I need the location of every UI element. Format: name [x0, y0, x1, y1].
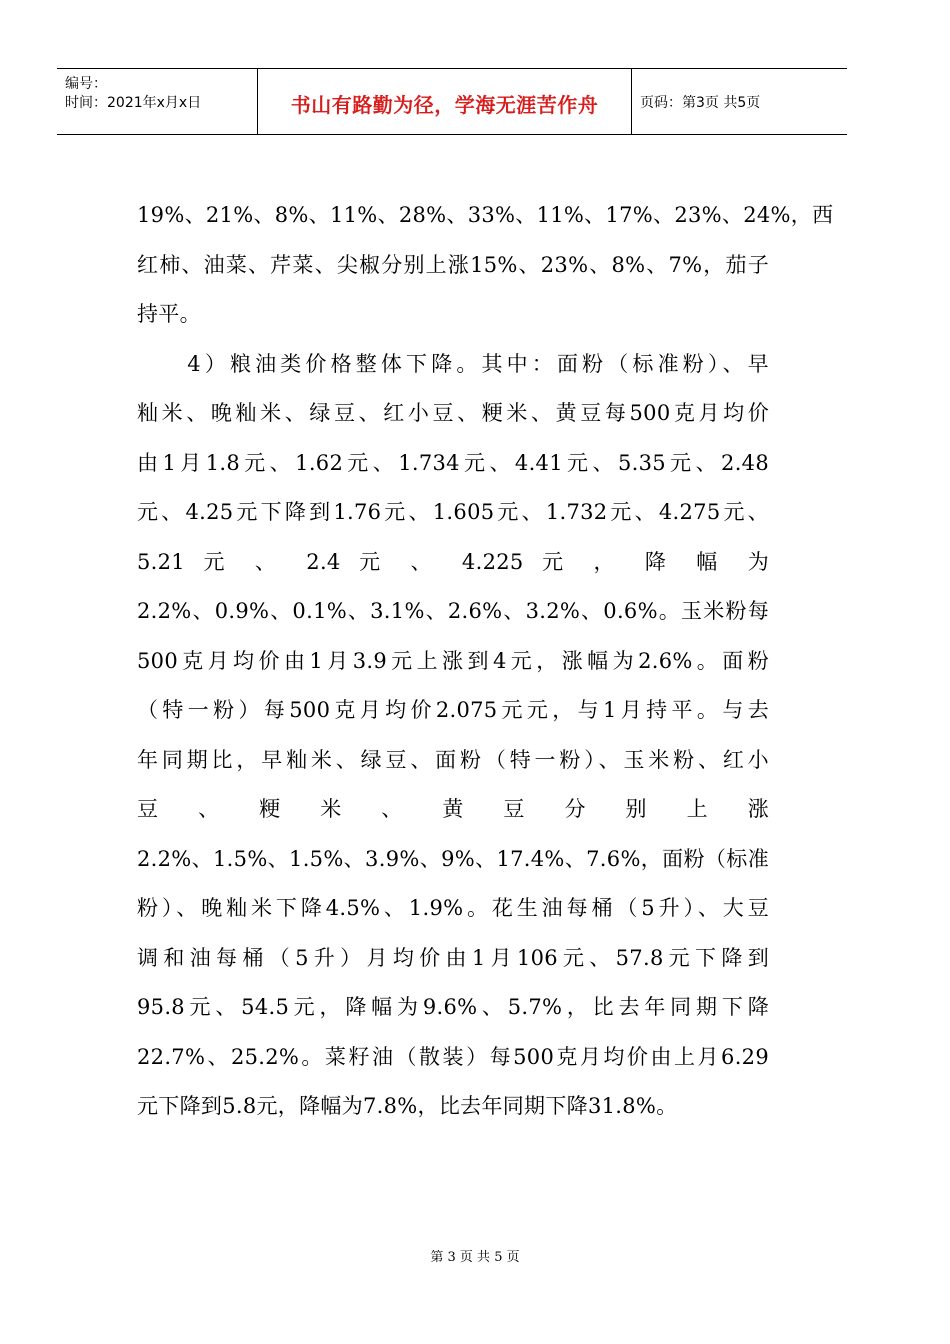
text-line: 95.8元、54.5元，降幅为9.6%、5.7%，比去年同期下降	[137, 995, 769, 1019]
time-label: 时间：2021年x月x日	[65, 95, 202, 111]
number-label: 编号：	[65, 76, 107, 92]
text-line: 5.21 元 、 2.4 元 、 4.225 元 ， 降 幅 为	[137, 549, 769, 574]
text-line: 2.2%、1.5%、1.5%、3.9%、9%、17.4%、7.6%，面粉（标准	[137, 846, 769, 871]
text-line: 19%、21%、8%、11%、28%、33%、11%、17%、23%、24%，西	[137, 203, 834, 227]
page-footer	[0, 1246, 950, 1265]
header-meta-cell	[57, 69, 258, 134]
text-line: 粉）、晚籼米下降4.5%、1.9%。花生油每桶（5升）、大豆	[137, 896, 769, 920]
header-motto-cell	[258, 69, 632, 134]
header-page-cell	[632, 69, 847, 134]
text-line: 4）粮油类价格整体下降。其中：面粉（标准粉）、早	[137, 351, 769, 376]
text-line: 2.2%、0.9%、0.1%、3.1%、2.6%、3.2%、0.6%。玉米粉每	[137, 599, 769, 623]
text-line: 红柿、油菜、芹菜、尖椒分别上涨15%、23%、8%、7%，茄子	[137, 252, 769, 277]
text-line: 500克月均价由1月3.9元上涨到4元，涨幅为2.6%。面粉	[137, 648, 769, 673]
text-line: 调和油每桶（5升）月均价由1月106元、57.8元下降到	[137, 945, 769, 970]
page-header	[57, 68, 847, 135]
page-label: 页码：第3页 共5页	[640, 94, 761, 111]
footer-page-number: 第 3 页 共 5 页	[430, 1250, 520, 1265]
text-line: 元下降到5.8元，降幅为7.8%，比去年同期下降31.8%。	[137, 1094, 678, 1118]
text-line: 年同期比，早籼米、绿豆、面粉（特一粉）、玉米粉、红小	[137, 747, 769, 772]
document-body	[137, 197, 834, 1138]
motto-text: 书山有路勤为径，学海无涯苦作舟	[290, 93, 599, 117]
text-line: 元、4.25元下降到1.76元、1.605元、1.732元、4.275元、	[137, 500, 769, 524]
text-line: 籼米、晚籼米、绿豆、红小豆、粳米、黄豆每500克月均价	[137, 401, 769, 425]
text-line: 由1月1.8元、1.62元、1.734元、4.41元、5.35元、2.48	[137, 450, 769, 475]
text-line: 豆 、 粳 米 、 黄 豆 分 别 上 涨	[137, 797, 769, 821]
text-line: （特一粉）每500克月均价2.075元元，与1月持平。与去	[137, 698, 769, 722]
text-line: 持平。	[137, 302, 201, 326]
text-line: 22.7%、25.2%。菜籽油（散装）每500克月均价由上月6.29	[137, 1044, 769, 1069]
